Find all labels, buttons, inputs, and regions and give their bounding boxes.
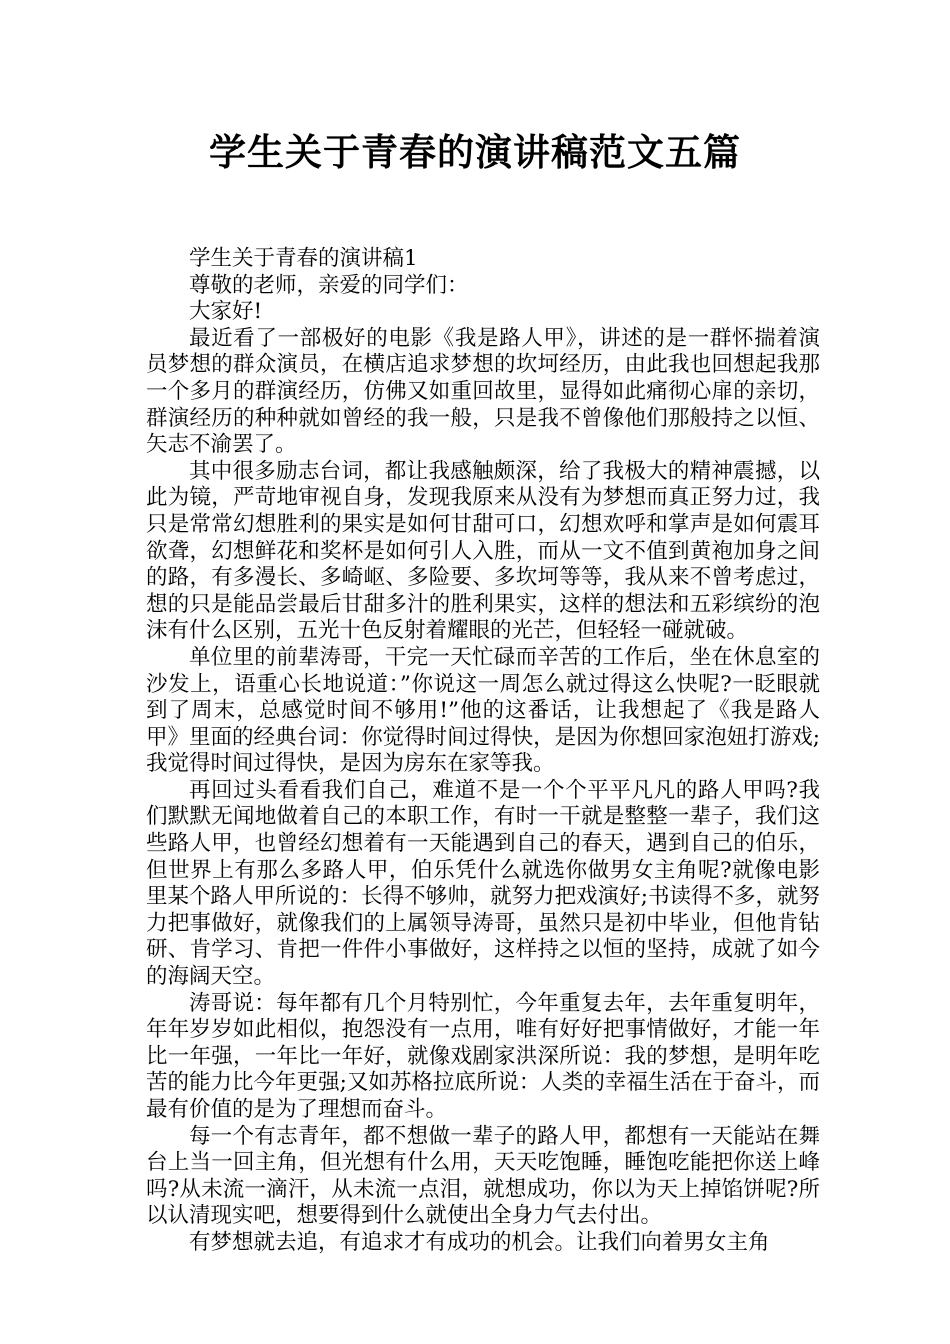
body-paragraph: 有梦想就去追，有追求才有成功的机会。让我们向着男女主角 [189,1229,770,1255]
body-paragraph: 其中很多励志台词，都让我感触颇深，给了我极大的精神震撼，以此为镜，严苛地审视自身，发现我原来从没有为梦想而真正努力过，我只是常常幻想胜利的果实是如何甘甜可口，幻想欢呼和掌声是如何震耳欲聋，幻想鲜花和奖杯是如何引人入胜，而从一文不值到黄袍加身之间的路，有多漫长、多崎岖、多险要、多坎坷等等，我从来不曾考虑过，想的只是能品尝最后甘甜多汁的胜利果实，这样的想法和五彩缤纷的泡沫有什么区别，五光十色反射着耀眼的光芒，但轻轻一碰就破。 [146,458,820,644]
body-paragraph: 每一个有志青年，都不想做一辈子的路人甲，都想有一天能站在舞台上当一回主角，但光想有什么用，天天吃饱睡，睡饱吃能把你送上峰吗?从未流一滴汗，从未流一点泪，就想成功，你以为天上掉馅饼呢?所以认清现实吧，想要得到什么就使出全身力气去付出。 [146,1123,820,1229]
salutation: 尊敬的老师，亲爱的同学们： [189,272,469,298]
section-heading: 学生关于青春的演讲稿1 [189,246,418,271]
greeting: 大家好! [189,299,263,325]
body-paragraph: 涛哥说：每年都有几个月特别忙，今年重复去年，去年重复明年，年年岁岁如此相似，抱怨没有一点用，唯有好好把事情做好，才能一年比一年强，一年比一年好，就像戏剧家洪深所说：我的梦想，是明年吃苦的能力比今年更强;又如苏格拉底所说：人类的幸福生活在于奋斗，而最有价值的是为了理想而奋斗。 [146,990,820,1122]
document-title: 学生关于青春的演讲稿范文五篇 [209,130,741,174]
document-body [146,246,820,1257]
body-paragraph: 再回过头看看我们自己，难道不是一个个平平凡凡的路人甲吗?我们默默无闻地做着自己的本职工作，有时一干就是整整一辈子，我们这些路人甲，也曾经幻想着有一天能遇到自己的春天，遇到自己的伯乐，但世界上有那么多路人甲，伯乐凭什么就选你做男女主角呢?就像电影里某个路人甲所说的：长得不够帅，就努力把戏演好;书读得不多，就努力把事做好，就像我们的上属领导涛哥，虽然只是初中毕业，但他肯钻研、肯学习、肯把一件件小事做好，这样持之以恒的坚持，成就了如今的海阔天空。 [146,777,820,990]
body-paragraph: 最近看了一部极好的电影《我是路人甲》，讲述的是一群怀揣着演员梦想的群众演员，在横店追求梦想的坎坷经历，由此我也回想起我那一个多月的群演经历，仿佛又如重回故里，显得如此痛彻心扉的亲切，群演经历的种种就如曾经的我一般，只是我不曾像他们那般持之以恒、矢志不渝罢了。 [146,325,820,458]
body-paragraph: 单位里的前辈涛哥，干完一天忙碌而辛苦的工作后，坐在休息室的沙发上，语重心长地说道：”你说这一周怎么就过得这么快呢?一眨眼就到了周末，总感觉时间不够用!”他的这番话，让我想起了《我是路人甲》里面的经典台词：你觉得时间过得快，是因为你想回家泡妞打游戏;我觉得时间过得快，是因为房东在家等我。 [146,644,820,777]
